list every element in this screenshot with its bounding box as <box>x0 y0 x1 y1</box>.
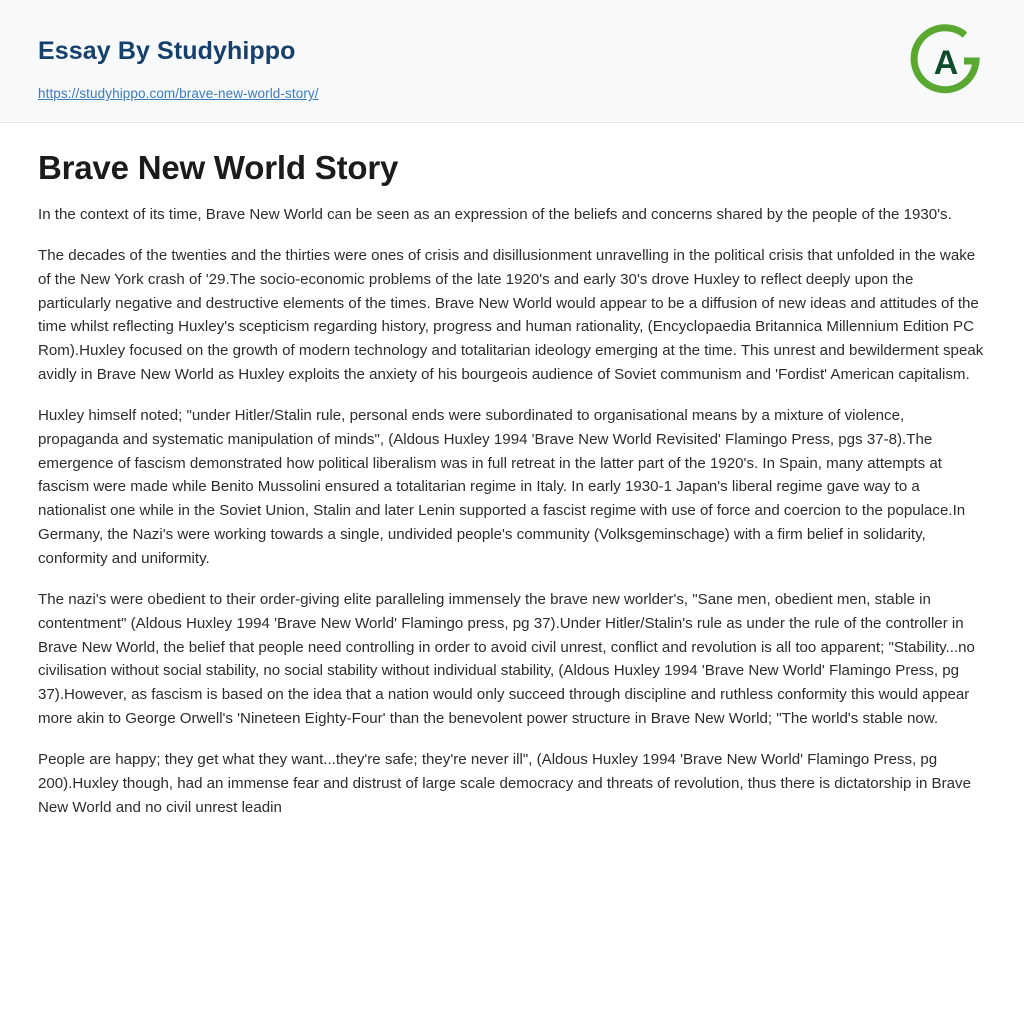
page-title: Brave New World Story <box>38 149 399 186</box>
article-paragraph: The decades of the twenties and the thirties were ones of crisis and disillusionment unravelling in the political crisis that unfolded in the wake of the New York crash of '29.The socio-economic problems of the late 1920's and early 30's drove Huxley to reflect deeply upon the particularly negative and destructive elements of the times. Brave New World would appear to be a diffusion of new ideas and attitudes of the time whilst reflecting Huxley's scepticism regarding history, progress and human rationality, (Encyclopaedia Britannica Millennium Edition PC Rom).Huxley focused on the growth of modern technology and totalitarian ideology emerging at the time. This unrest and bewilderment speak avidly in Brave New World as Huxley exploits the anxiety of his bourgeois audience of Soviet communism and 'Fordist' American capitalism. <box>38 246 984 384</box>
article-paragraph: Huxley himself noted; "under Hitler/Stalin rule, personal ends were subordinated to organisational means by a mixture of violence, propaganda and systematic manipulation of minds", (Aldous Huxley 1994 'Brave New World Revisited' Flamingo Press, pgs 37-8).The emergence of fascism demonstrated how political liberalism was in full retreat in the latter part of the 1920's. In Spain, many attempts at fascism were made while Benito Mussolini ensured a totalitarian regime in Italy. In early 1930-1 Japan's liberal regime gave way to a nationalist one while in the Soviet Union, Stalin and later Lenin supported a fascist regime with use of force and coercion to the populace.In Germany, the Nazi's were working towards a single, undivided people's community (Volksgeminschage) with a firm belief in solidarity, conformity and uniformity. <box>38 406 966 567</box>
article-paragraph: In the context of its time, Brave New World can be seen as an expression of the beliefs and concerns shared by the people of the 1930's. <box>38 206 952 223</box>
article-body <box>0 123 1024 819</box>
brand-prefix: Essay By <box>38 37 158 65</box>
article-paragraph: People are happy; they get what they want...they're safe; they're never ill", (Aldous Huxley 1994 'Brave New World' Flamingo Press, pg 200).Huxley though, had an immense fear and distrust of large scale democracy and threats of revolution, thus there is dictatorship in Brave New World and no civil unrest leadin <box>38 750 971 816</box>
svg-text:A: A <box>933 44 959 82</box>
brand <box>38 38 296 66</box>
site-header <box>0 0 1024 123</box>
article-paragraph: The nazi's were obedient to their order-giving elite paralleling immensely the brave new worlder's, "Sane men, obedient men, stable in contentment" (Aldous Huxley 1994 'Brave New World' Flamingo press, pg 37).Under Hitler/Stalin's rule as under the rule of the controller in Brave New World, the belief that people need controlling in order to avoid civil unrest, conflict and revolution is all too apparent; "Stability...no civilisation without social stability, no social stability without individual stability, (Aldous Huxley 1994 'Brave New World' Flamingo Press, pg 37).However, as fascism is based on the idea that a nation would only succeed through discipline and ruthless conformity this would appear more akin to George Orwell's 'Nineteen Eighty-Four' than the benevolent power structure in Brave New World; "The world's stable now. <box>38 590 975 728</box>
article-url-link[interactable]: https://studyhippo.com/brave-new-world-story/ <box>38 86 319 101</box>
brand-title <box>38 38 296 66</box>
brand-name: Studyhippo <box>157 37 296 65</box>
studyhippo-logo-icon <box>908 23 984 99</box>
